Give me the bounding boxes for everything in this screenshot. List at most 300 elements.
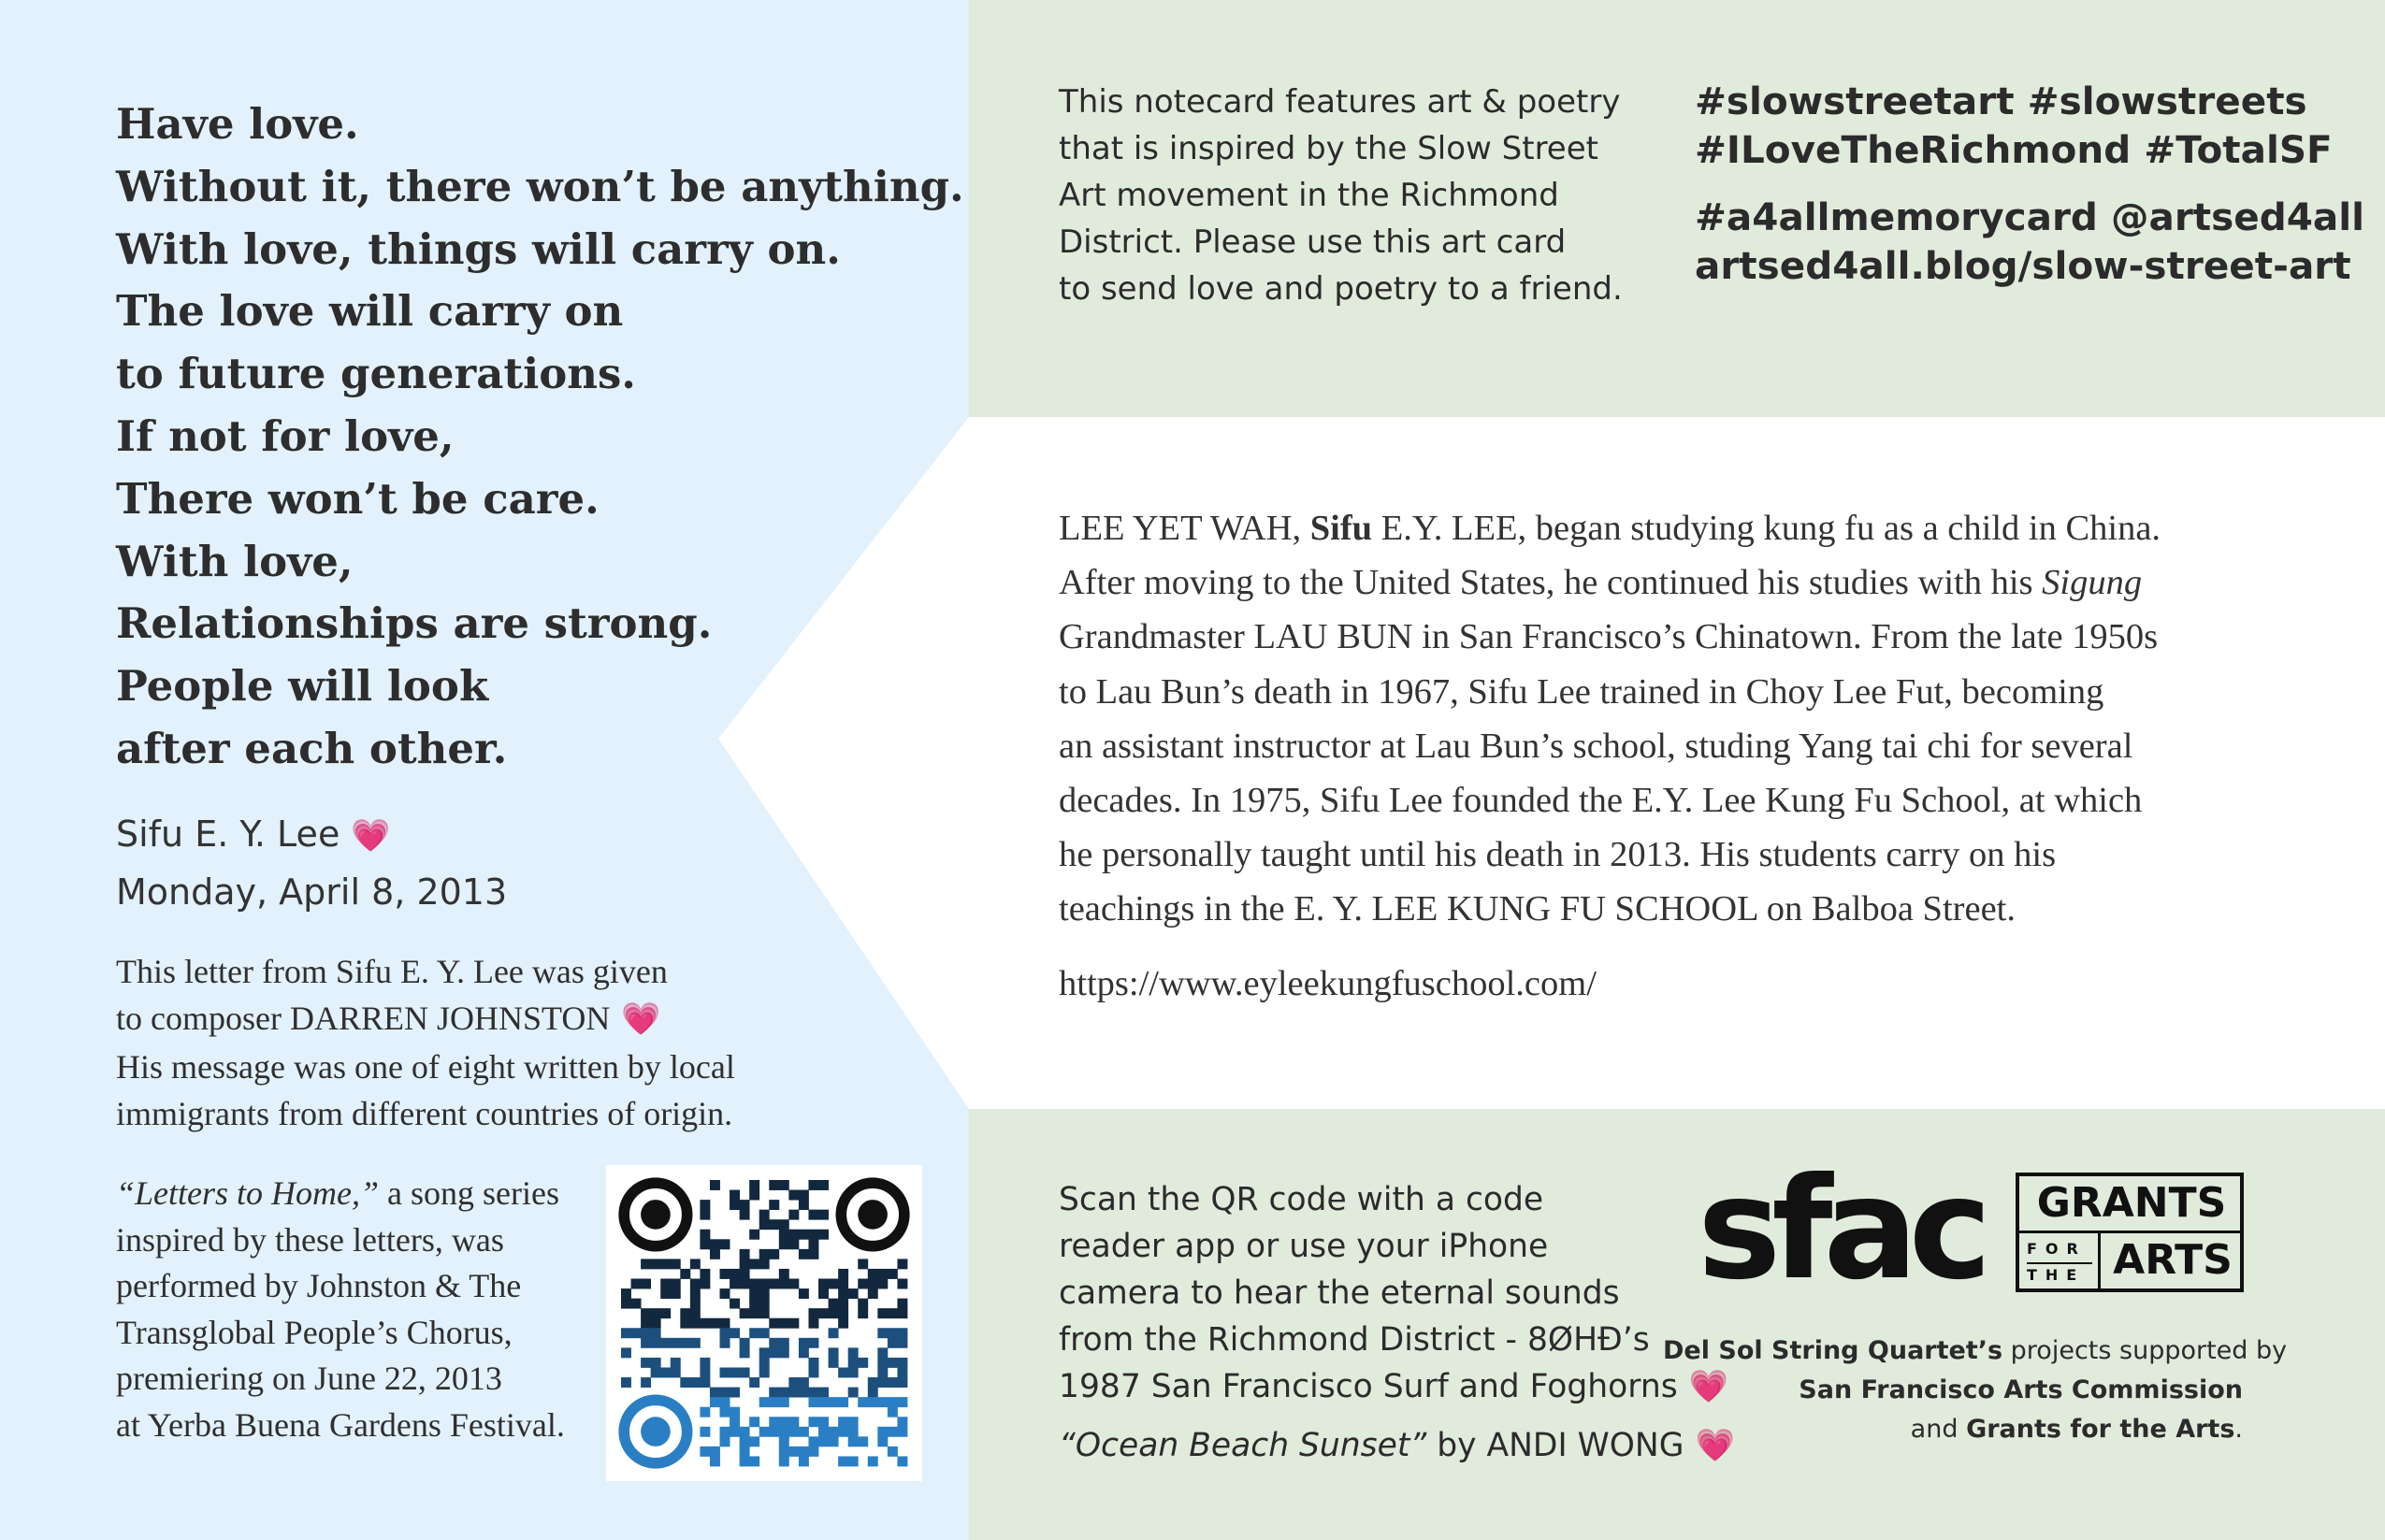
- qr-module: [749, 1377, 759, 1388]
- org-name: Del Sol String Quartet’s: [1663, 1336, 2003, 1365]
- qr-module: [730, 1367, 740, 1377]
- qr-module: [740, 1200, 750, 1210]
- song-title: “Letters to Home,”: [116, 1174, 380, 1212]
- qr-module: [848, 1417, 859, 1427]
- qr-module: [621, 1288, 631, 1299]
- qr-module: [848, 1427, 859, 1437]
- qr-module: [848, 1358, 859, 1368]
- qr-module: [808, 1436, 818, 1446]
- scan-line: Scan the QR code with a code: [1059, 1181, 1544, 1218]
- qr-module: [769, 1249, 779, 1259]
- hashtags: [1695, 77, 2368, 290]
- qr-module: [897, 1328, 907, 1338]
- qr-module: [621, 1299, 631, 1309]
- bio-line: decades. In 1975, Sifu Lee founded the E.Y. Lee Kung Fu School, at which: [1059, 781, 2143, 821]
- notecard-line: Art movement in the Richmond: [1059, 177, 1559, 214]
- qr-module: [700, 1377, 710, 1388]
- qr-module: [720, 1318, 730, 1329]
- qr-module: [848, 1388, 859, 1398]
- qr-module: [651, 1328, 661, 1338]
- qr-module: [621, 1377, 631, 1388]
- qr-module: [641, 1279, 651, 1289]
- qr-module: [779, 1347, 789, 1358]
- qr-module: [829, 1279, 839, 1289]
- qr-module: [690, 1279, 701, 1289]
- qr-module: [808, 1358, 818, 1368]
- qr-module: [788, 1210, 799, 1220]
- qr-module: [769, 1279, 779, 1289]
- qr-module: [660, 1279, 671, 1289]
- bio-line: Grandmaster LAU BUN in San Francisco’s Chinatown. From the late 1950s: [1059, 617, 2159, 657]
- qr-module: [848, 1288, 859, 1299]
- heart-icon: 💗: [1695, 1427, 1735, 1464]
- qr-module: [799, 1388, 809, 1398]
- qr-module: [799, 1200, 809, 1210]
- letter-line: This letter from Sifu E. Y. Lee was given: [116, 953, 668, 990]
- qr-module: [730, 1299, 740, 1309]
- poem: [116, 94, 964, 781]
- qr-module: [897, 1377, 907, 1388]
- qr-module: [818, 1397, 829, 1407]
- bio-line: an assistant instructor at Lau Bun’s school, studing Yang tai chi for several: [1059, 726, 2133, 766]
- bio-text: E.Y. LEE, began studying kung fu as a child in China.: [1372, 509, 2161, 548]
- qr-module: [749, 1288, 759, 1299]
- commission-name: San Francisco Arts Commission: [1799, 1375, 2243, 1404]
- qr-module: [858, 1397, 868, 1407]
- qr-module: [769, 1180, 779, 1190]
- heart-icon: 💗: [351, 817, 391, 855]
- heart-icon: 💗: [1688, 1368, 1729, 1405]
- qr-finder-dot: [641, 1417, 671, 1446]
- qr-module: [700, 1367, 710, 1377]
- qr-module: [720, 1436, 730, 1446]
- school-website-link[interactable]: https://www.eyleekungfuschool.com/: [1059, 964, 1597, 1003]
- qr-module: [690, 1338, 701, 1348]
- qr-module: [671, 1338, 681, 1348]
- qr-module: [877, 1397, 888, 1407]
- qr-module: [740, 1446, 750, 1457]
- qr-module: [808, 1367, 818, 1377]
- qr-module: [788, 1230, 799, 1240]
- qr-module: [838, 1456, 848, 1466]
- qr-module: [799, 1288, 809, 1299]
- qr-module: [720, 1427, 730, 1437]
- qr-module: [818, 1436, 829, 1446]
- qr-module: [779, 1180, 789, 1190]
- qr-module: [808, 1417, 818, 1427]
- song-line: premiering on June 22, 2013: [116, 1360, 502, 1397]
- qr-module: [700, 1446, 710, 1457]
- qr-module: [877, 1279, 888, 1289]
- scan-line: from the Richmond District - 8ØHĐ’s: [1059, 1321, 1650, 1359]
- qr-module: [838, 1308, 848, 1318]
- qr-module: [788, 1239, 799, 1249]
- qr-module: [671, 1367, 681, 1377]
- qr-module: [888, 1358, 898, 1368]
- song-line: at Yerba Buena Gardens Festival.: [116, 1405, 565, 1444]
- notecard-line: District. Please use this art card: [1059, 223, 1567, 261]
- bio-line: to Lau Bun’s death in 1967, Sifu Lee trained in Choy Lee Fut, becoming: [1059, 671, 2104, 712]
- letter-line: His message was one of eight written by local: [116, 1048, 735, 1086]
- qr-module: [740, 1436, 750, 1446]
- qr-module: [888, 1308, 898, 1318]
- poem-line: If not for love,: [116, 410, 455, 461]
- qr-module: [788, 1446, 799, 1457]
- qr-module: [660, 1259, 671, 1269]
- qr-module: [700, 1239, 710, 1249]
- qr-module: [651, 1259, 661, 1269]
- qr-module: [808, 1230, 818, 1240]
- qr-module: [690, 1288, 701, 1299]
- notecard-line: that is inspired by the Slow Street: [1059, 130, 1598, 167]
- qr-module: [848, 1456, 859, 1466]
- qr-module: [730, 1190, 740, 1201]
- poem-line: There won’t be care.: [116, 473, 600, 524]
- qr-module: [680, 1269, 690, 1279]
- qr-module: [888, 1377, 898, 1388]
- hashtag-line: #slowstreetart #slowstreets: [1695, 79, 2307, 123]
- qr-module: [818, 1180, 829, 1190]
- qr-module: [888, 1328, 898, 1338]
- qr-module: [829, 1328, 839, 1338]
- qr-module: [838, 1427, 848, 1437]
- qr-module: [740, 1269, 750, 1279]
- qr-module: [897, 1358, 907, 1368]
- qr-module: [838, 1299, 848, 1309]
- poem-line: The love will carry on: [116, 286, 624, 337]
- logo-the-text: THE: [2027, 1266, 2086, 1284]
- qr-module: [888, 1269, 898, 1279]
- qr-module: [818, 1230, 829, 1240]
- signature-name: Sifu E. Y. Lee: [116, 813, 340, 855]
- qr-module: [621, 1328, 631, 1338]
- qr-module: [700, 1318, 710, 1329]
- qr-module: [730, 1279, 740, 1289]
- qr-module: [740, 1308, 750, 1318]
- qr-module: [769, 1388, 779, 1398]
- qr-module: [740, 1347, 750, 1358]
- biography: [1059, 501, 2275, 937]
- qr-module: [749, 1279, 759, 1289]
- qr-module: [888, 1338, 898, 1348]
- qr-module: [671, 1259, 681, 1269]
- qr-module: [759, 1219, 770, 1230]
- qr-module: [720, 1288, 730, 1299]
- signature: [116, 806, 507, 920]
- qr-module: [888, 1397, 898, 1407]
- qr-module: [769, 1200, 779, 1210]
- support-text: .: [2234, 1415, 2243, 1444]
- qr-module: [759, 1249, 770, 1259]
- qr-module: [651, 1308, 661, 1318]
- qr-module: [700, 1200, 710, 1210]
- scan-line: reader app or use your iPhone: [1059, 1228, 1549, 1265]
- qr-module: [897, 1367, 907, 1377]
- letter-description: [116, 948, 808, 1137]
- signature-date: Monday, April 8, 2013: [116, 871, 508, 913]
- scan-line: 1987 San Francisco Surf and Foghorns: [1059, 1368, 1678, 1405]
- qr-module: [897, 1279, 907, 1289]
- qr-module: [838, 1318, 848, 1329]
- qr-module: [740, 1279, 750, 1289]
- qr-module: [710, 1249, 720, 1259]
- qr-module: [730, 1407, 740, 1418]
- qr-finder-dot: [641, 1200, 671, 1230]
- qr-module: [779, 1230, 789, 1240]
- qr-module: [690, 1318, 701, 1329]
- qr-module: [788, 1279, 799, 1289]
- qr-module: [779, 1436, 789, 1446]
- qr-module: [730, 1269, 740, 1279]
- qr-module: [788, 1427, 799, 1437]
- qr-module: [749, 1190, 759, 1201]
- qr-module: [897, 1299, 907, 1309]
- qr-module: [690, 1299, 701, 1309]
- qr-module: [641, 1259, 651, 1269]
- qr-module: [888, 1446, 898, 1457]
- poem-line: People will look: [116, 661, 489, 712]
- qr-module: [740, 1338, 750, 1348]
- qr-module: [799, 1249, 809, 1259]
- qr-module: [759, 1308, 770, 1318]
- poem-line: Without it, there won’t be anything.: [116, 161, 964, 211]
- qr-module: [680, 1338, 690, 1348]
- qr-module: [858, 1259, 868, 1269]
- qr-module: [641, 1318, 651, 1329]
- qr-module: [651, 1358, 661, 1368]
- qr-module: [818, 1288, 829, 1299]
- notecard-text: [1059, 79, 1623, 312]
- qr-module: [759, 1279, 770, 1289]
- qr-module: [779, 1446, 789, 1457]
- qr-module: [808, 1308, 818, 1318]
- art-credit: [1059, 1427, 1735, 1464]
- qr-module: [749, 1328, 759, 1338]
- qr-module: [808, 1338, 818, 1348]
- qr-module: [740, 1259, 750, 1269]
- qr-module: [818, 1388, 829, 1398]
- qr-module: [769, 1338, 779, 1348]
- qr-module: [740, 1456, 750, 1466]
- qr-module: [838, 1288, 848, 1299]
- letter-line: immigrants from different countries of origin.: [116, 1095, 733, 1132]
- qr-module: [799, 1190, 809, 1201]
- qr-module: [621, 1347, 631, 1358]
- qr-module: [897, 1338, 907, 1348]
- qr-module: [740, 1427, 750, 1437]
- bio-text: LEE YET WAH,: [1059, 509, 1310, 548]
- qr-module: [641, 1308, 651, 1318]
- qr-module: [808, 1397, 818, 1407]
- bio-text: After moving to the United States, he continued his studies with his: [1059, 563, 2043, 603]
- bio-line: teachings in the E. Y. LEE KUNG FU SCHOOL on Balboa Street.: [1059, 889, 2016, 929]
- qr-module: [641, 1377, 651, 1388]
- qr-module: [631, 1299, 642, 1309]
- qr-module: [897, 1259, 907, 1269]
- qr-module: [868, 1279, 878, 1289]
- qr-module: [877, 1347, 888, 1358]
- qr-module: [710, 1318, 720, 1329]
- qr-module: [818, 1210, 829, 1220]
- qr-module: [631, 1279, 642, 1289]
- qr-module: [740, 1210, 750, 1220]
- grants-for-the-arts-logo: [2016, 1173, 2244, 1292]
- qr-module: [788, 1388, 799, 1398]
- qr-module: [829, 1299, 839, 1309]
- qr-module: [641, 1328, 651, 1338]
- qr-module: [641, 1338, 651, 1348]
- qr-module: [829, 1427, 839, 1437]
- qr-module: [838, 1397, 848, 1407]
- bio-text-bold: Sifu: [1309, 509, 1373, 548]
- grants-name: Grants for the Arts: [1966, 1415, 2235, 1444]
- qr-module: [720, 1328, 730, 1338]
- qr-module: [829, 1308, 839, 1318]
- qr-module: [799, 1427, 809, 1437]
- qr-module: [730, 1427, 740, 1437]
- qr-module: [680, 1308, 690, 1318]
- sfac-logo: sfac: [1698, 1148, 1983, 1311]
- art-artist: by ANDI WONG: [1426, 1427, 1684, 1464]
- qr-module: [700, 1279, 710, 1289]
- qr-module: [799, 1347, 809, 1358]
- qr-module: [730, 1388, 740, 1398]
- qr-module: [779, 1456, 789, 1466]
- scan-instructions: [1059, 1176, 1729, 1410]
- qr-module: [740, 1367, 750, 1377]
- qr-module: [720, 1407, 730, 1418]
- qr-module: [788, 1318, 799, 1329]
- qr-module: [779, 1338, 789, 1348]
- qr-module: [808, 1446, 818, 1457]
- notecard-line: This notecard features art & poetry: [1059, 83, 1621, 121]
- qr-module: [740, 1249, 750, 1259]
- qr-module: [808, 1249, 818, 1259]
- qr-module: [710, 1180, 720, 1190]
- qr-module: [888, 1427, 898, 1437]
- qr-module: [877, 1328, 888, 1338]
- qr-module: [829, 1397, 839, 1407]
- qr-module: [858, 1299, 868, 1309]
- qr-module: [779, 1318, 789, 1329]
- qr-module: [897, 1456, 907, 1466]
- qr-module: [868, 1388, 878, 1398]
- qr-module: [730, 1200, 740, 1210]
- qr-module: [818, 1417, 829, 1427]
- qr-module: [759, 1427, 770, 1437]
- qr-module: [888, 1407, 898, 1418]
- support-text: projects supported by: [2002, 1336, 2288, 1365]
- qr-module: [818, 1427, 829, 1437]
- qr-module: [660, 1308, 671, 1318]
- qr-module: [799, 1446, 809, 1457]
- qr-module: [749, 1417, 759, 1427]
- qr-module: [700, 1230, 710, 1240]
- qr-module: [808, 1318, 818, 1329]
- qr-module: [848, 1347, 859, 1358]
- qr-module: [700, 1427, 710, 1437]
- poem-line: Have love.: [116, 99, 359, 149]
- song-line: Transglobal People’s Chorus,: [116, 1313, 513, 1351]
- song-series-description: [116, 1171, 621, 1448]
- qr-module: [769, 1318, 779, 1329]
- qr-module: [720, 1367, 730, 1377]
- qr-module: [779, 1417, 789, 1427]
- poem-line: With love, things will carry on.: [116, 223, 841, 274]
- hashtag-line: #ILoveTheRichmond #TotalSF: [1695, 127, 2333, 172]
- qr-module: [829, 1347, 839, 1358]
- qr-module: [779, 1279, 789, 1289]
- qr-module: [838, 1417, 848, 1427]
- qr-module: [788, 1190, 799, 1201]
- qr-module: [651, 1338, 661, 1348]
- support-text: and: [1910, 1415, 1967, 1444]
- qr-module: [877, 1377, 888, 1388]
- notecard-line: to send love and poetry to a friend.: [1059, 270, 1623, 308]
- bio-text-italic: Sigung: [2042, 563, 2143, 603]
- qr-module: [818, 1279, 829, 1289]
- qr-module: [671, 1279, 681, 1289]
- qr-module: [700, 1407, 710, 1418]
- qr-module: [660, 1338, 671, 1348]
- bio-line: he personally taught until his death in 2013. His students carry on his: [1059, 835, 2057, 875]
- qr-module: [779, 1219, 789, 1230]
- qr-module: [858, 1358, 868, 1368]
- qr-module: [799, 1377, 809, 1388]
- qr-module: [759, 1328, 770, 1338]
- qr-module: [749, 1436, 759, 1446]
- qr-module: [700, 1358, 710, 1368]
- qr-module: [769, 1347, 779, 1358]
- art-title: “Ocean Beach Sunset”: [1059, 1427, 1427, 1464]
- qr-module: [660, 1288, 671, 1299]
- qr-module: [897, 1417, 907, 1427]
- qr-code[interactable]: [606, 1165, 922, 1481]
- qr-module: [868, 1456, 878, 1466]
- qr-module: [759, 1288, 770, 1299]
- qr-module: [897, 1397, 907, 1407]
- qr-module: [779, 1269, 789, 1279]
- qr-module: [808, 1180, 818, 1190]
- qr-module: [710, 1456, 720, 1466]
- song-line: a song series: [379, 1174, 559, 1212]
- qr-module: [671, 1288, 681, 1299]
- qr-module: [877, 1367, 888, 1377]
- poem-line: to future generations.: [116, 349, 636, 399]
- qr-module: [749, 1299, 759, 1309]
- qr-module: [700, 1269, 710, 1279]
- qr-module: [749, 1180, 759, 1190]
- qr-module: [868, 1288, 878, 1299]
- qr-module: [720, 1388, 730, 1398]
- logo-for-text: FOR: [2027, 1240, 2087, 1258]
- qr-module: [848, 1436, 859, 1446]
- qr-finder-dot: [858, 1200, 888, 1230]
- qr-module: [700, 1210, 710, 1220]
- qr-module: [897, 1427, 907, 1437]
- scan-line: camera to hear the eternal sounds: [1059, 1274, 1620, 1312]
- qr-module: [730, 1417, 740, 1427]
- qr-module: [680, 1377, 690, 1388]
- blog-link[interactable]: artsed4all.blog/slow-street-art: [1695, 243, 2351, 288]
- qr-module: [779, 1427, 789, 1437]
- qr-module: [838, 1269, 848, 1279]
- logo-for-the: [2027, 1236, 2089, 1288]
- qr-module: [759, 1259, 770, 1269]
- qr-module: [877, 1269, 888, 1279]
- qr-module: [769, 1427, 779, 1437]
- qr-module: [660, 1367, 671, 1377]
